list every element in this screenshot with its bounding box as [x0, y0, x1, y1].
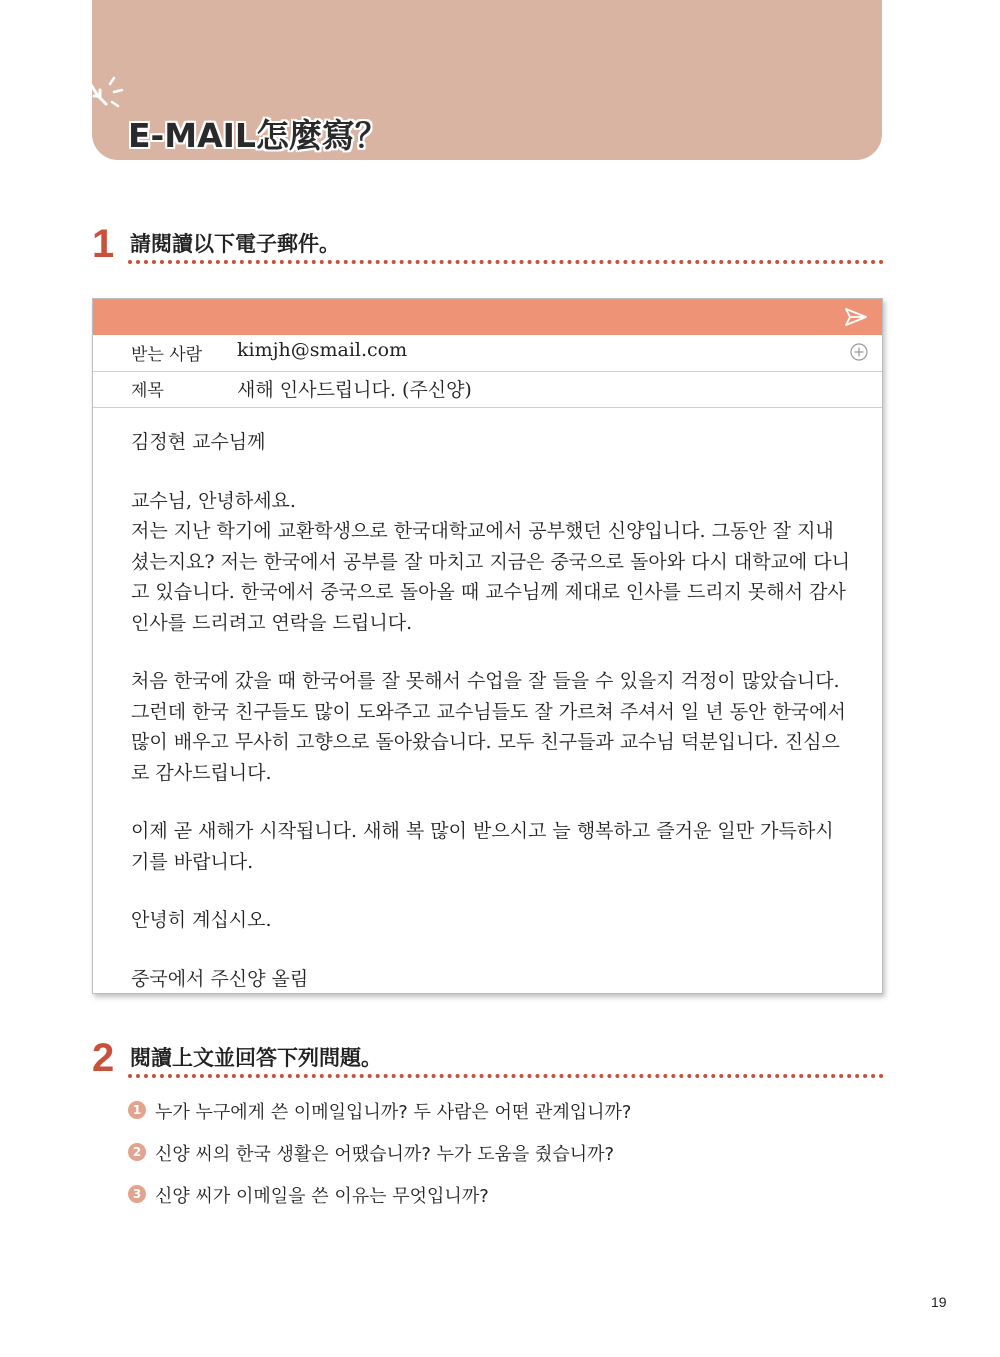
email-paragraph: 처음 한국에 갔을 때 한국어를 잘 못해서 수업을 잘 들을 수 있을지 걱정이 많았습니다. 그런데 한국 친구들도 많이 도와주고 교수님들도 잘 가르쳐 주셔서 일 년 동안 한국에서 많이 배우고 무사히 고향으로 돌아왔습니다. 모두 친구들과 교수님 덕분입니다. 진심으로 감사드립니다.	[131, 670, 846, 784]
email-closing: 안녕히 계십시오.	[131, 909, 272, 931]
dotted-divider	[128, 260, 884, 264]
email-body[interactable]	[131, 427, 851, 994]
send-icon[interactable]	[844, 307, 868, 327]
section-title: 閱讀上文並回答下列問題。	[130, 1046, 382, 1070]
plus-circle-icon[interactable]	[850, 343, 868, 361]
page-number: 19	[931, 1294, 947, 1310]
email-greeting: 김정현 교수님께	[131, 431, 266, 453]
email-paragraph: 교수님, 안녕하세요. 저는 지난 학기에 교환학생으로 한국대학교에서 공부했던 신양입니다. 그동안 잘 지내셨는지요? 저는 한국에서 공부를 잘 마치고 지금은 중국으로 돌아와 다시 대학교에 다니고 있습니다. 한국에서 중국으로 돌아올 때 교수님께 제대로 인사를 드리지 못해서 감사 인사를 드리려고 연락을 드립니다.	[131, 489, 851, 634]
email-window	[92, 298, 883, 994]
question-text: 신양 씨의 한국 생활은 어땠습니까? 누가 도움을 줬습니까?	[155, 1144, 615, 1165]
email-paragraph: 이제 곧 새해가 시작됩니다. 새해 복 많이 받으시고 늘 행복하고 즐거운 일만 가득하시기를 바랍니다.	[131, 820, 834, 873]
dotted-divider	[128, 1074, 884, 1078]
recipient-label: 받는 사람	[131, 345, 203, 365]
subject-field[interactable]: 새해 인사드립니다. (주신양)	[237, 379, 472, 401]
email-signature: 중국에서 주신양 올림	[131, 967, 309, 990]
question-number-badge: 2	[128, 1143, 146, 1161]
question-number-badge: 3	[128, 1185, 146, 1203]
question-number-badge: 1	[128, 1101, 146, 1119]
section-title: 請閱讀以下電子郵件。	[130, 232, 340, 256]
sparkle-arrow-icon	[84, 76, 124, 112]
email-toolbar	[93, 299, 882, 335]
section-number: 2	[92, 1036, 115, 1080]
subject-row	[93, 371, 882, 408]
question-text: 신양 씨가 이메일을 쓴 이유는 무엇입니까?	[155, 1186, 489, 1207]
recipient-field[interactable]: kimjh@smail.com	[237, 339, 408, 361]
page-title: E-MAIL怎麼寫？	[128, 116, 388, 155]
recipient-row	[93, 335, 882, 372]
subject-label: 제목	[131, 381, 164, 401]
section-number: 1	[92, 222, 115, 266]
question-text: 누가 누구에게 쓴 이메일입니까? 두 사람은 어떤 관계입니까?	[155, 1102, 632, 1123]
